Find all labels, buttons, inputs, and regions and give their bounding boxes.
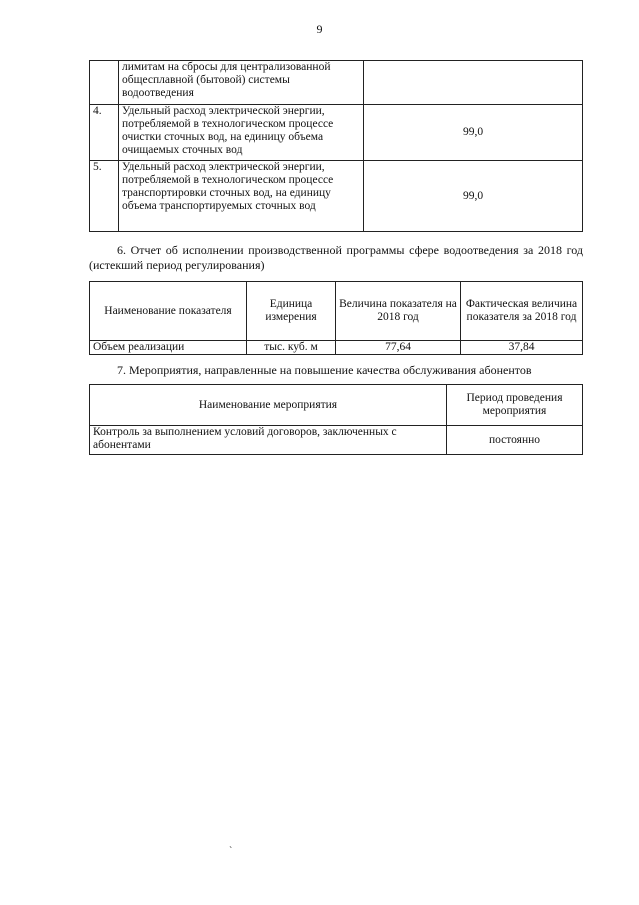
page-number: 9 — [316, 22, 323, 36]
table-header-row — [90, 385, 583, 426]
row-value — [364, 61, 583, 105]
column-header: Период проведения мероприятия — [447, 385, 583, 426]
column-header: Фактическая величина показателя за 2018 год — [461, 282, 583, 341]
row-description: Удельный расход электрической энергии, потребляемой в технологическом процессе транспортировки сточных вод, на единицу объема транспортируемых сточных вод — [119, 161, 364, 232]
row-description: лимитам на сбросы для централизованной общесплавной (бытовой) системы водоотведения — [119, 61, 364, 105]
table-header-row — [90, 282, 583, 341]
row-value: 99,0 — [364, 105, 583, 161]
table-row — [90, 61, 583, 105]
column-header: Единица измерения — [247, 282, 336, 341]
production-program-report-table — [89, 281, 583, 355]
table-cell: Объем реализации — [90, 341, 247, 355]
table-row — [90, 105, 583, 161]
row-number: 5. — [90, 161, 119, 232]
row-number — [90, 61, 119, 105]
table-cell: тыс. куб. м — [247, 341, 336, 355]
service-measures-table — [89, 384, 583, 455]
section-7-heading: 7. Мероприятия, направленные на повышение качества обслуживания абонентов — [117, 363, 532, 377]
column-header: Наименование мероприятия — [90, 385, 447, 426]
indicators-table-continued — [89, 60, 583, 232]
table-row — [90, 426, 583, 455]
table-cell: 37,84 — [461, 341, 583, 355]
stray-mark: ` — [229, 846, 233, 857]
row-description: Удельный расход электрической энергии, потребляемой в технологическом процессе очистки сточных вод, на единицу объема очищаемых сточных вод — [119, 105, 364, 161]
column-header: Наименование показателя — [90, 282, 247, 341]
table-cell: Контроль за выполнением условий договоров, заключенных с абонентами — [90, 426, 447, 455]
table-cell: постоянно — [447, 426, 583, 455]
column-header: Величина показателя на 2018 год — [336, 282, 461, 341]
table-row — [90, 161, 583, 232]
table-row — [90, 341, 583, 355]
row-value: 99,0 — [364, 161, 583, 232]
row-number: 4. — [90, 105, 119, 161]
section-6-heading: 6. Отчет об исполнении производственной программы сфере водоотведения за 2018 год (истекший период регулирования) — [89, 243, 583, 272]
table-cell: 77,64 — [336, 341, 461, 355]
